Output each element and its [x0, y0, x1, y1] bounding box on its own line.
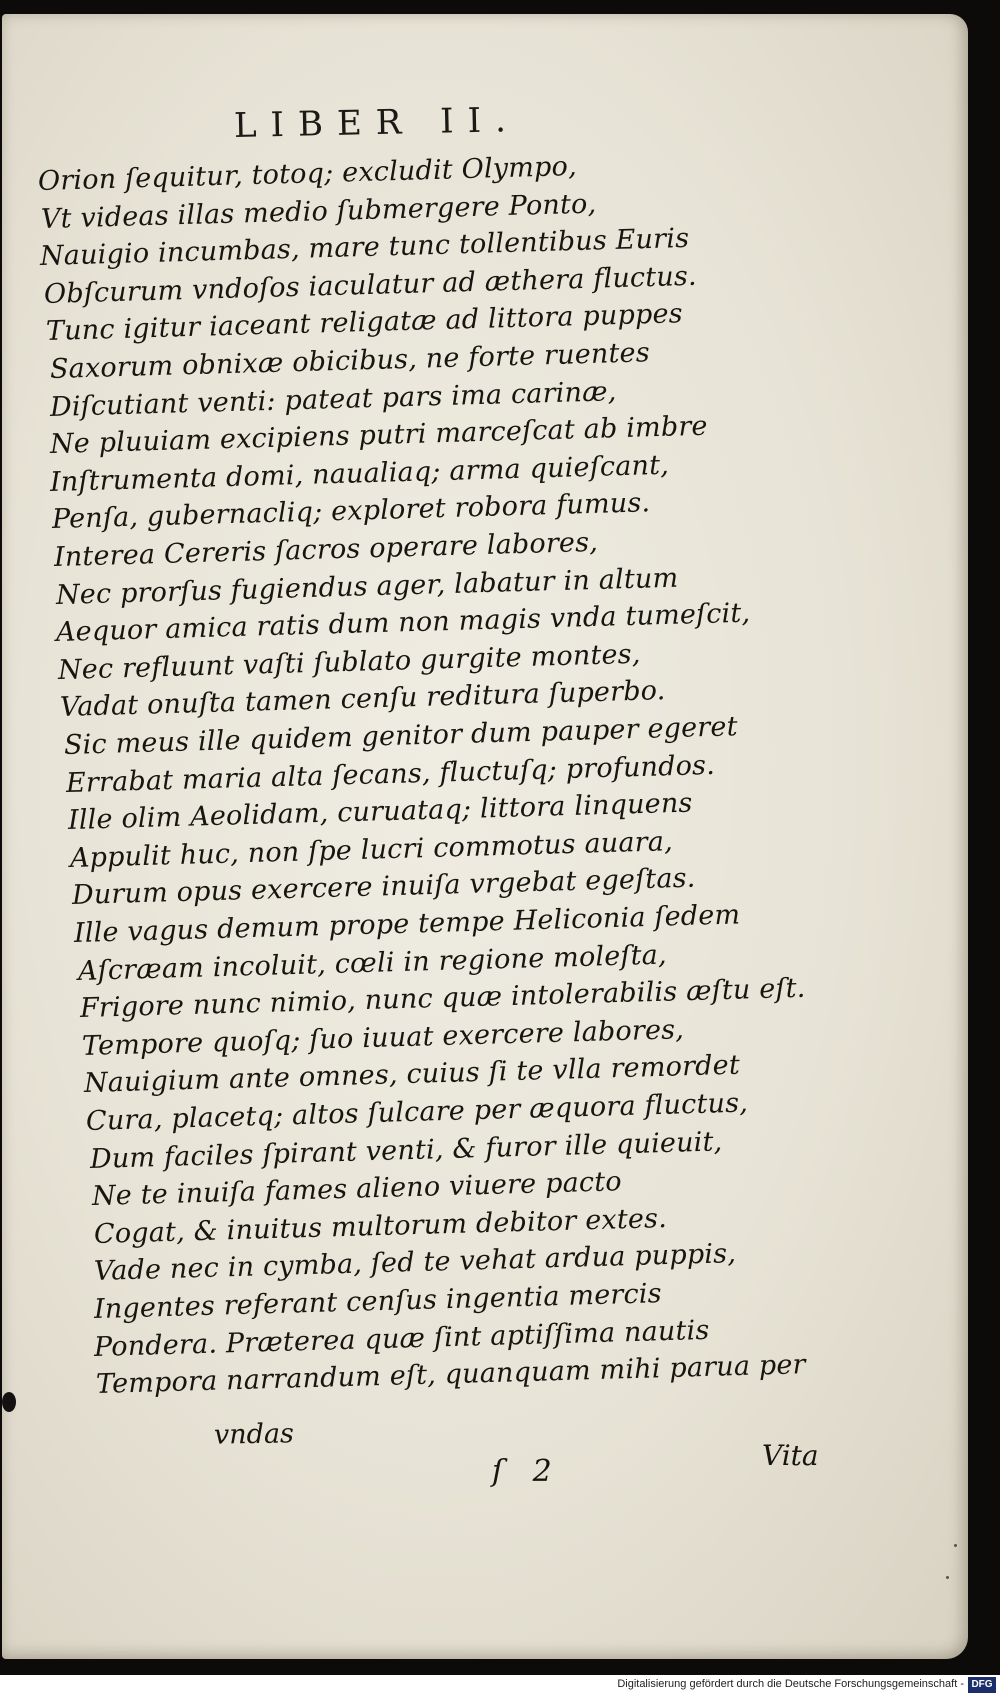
paper-speck: [946, 1576, 949, 1579]
verse-line: Pondera. Præterea quæ ſint aptiſſima nautis: [93, 1314, 710, 1363]
verse-line: Durum opus exercere inuiſa vrgebat egeſtas.: [71, 862, 696, 912]
verse-line: Ingentes referant cenſus ingentia mercis: [93, 1278, 663, 1325]
verse-line: Vadat onuſta tamen cenſu reditura ſuperbo.: [59, 675, 666, 724]
verse-line: Nauigio incumbas, mare tunc tollentibus Euris: [39, 223, 690, 273]
verse-line: Saxorum obnixæ obicibus, ne forte ruentes: [49, 337, 651, 385]
verse-line: Interea Cereris ſacros operare labores,: [53, 526, 599, 573]
verse-line: Ille vagus demum prope tempe Heliconia ſedem: [73, 899, 741, 949]
verse-line: Vade nec in cymba, ſed te vehat ardua puppis,: [93, 1238, 737, 1288]
paper-speck: [954, 1544, 957, 1547]
verse-line: Cogat, & inuitus multorum debitor extes.: [93, 1202, 668, 1250]
verse-line: Sic meus ille quidem genitor dum pauper egeret: [63, 711, 739, 761]
verse-line: Tempora narrandum eſt, quanquam mihi parua per: [95, 1349, 807, 1401]
verse-line: Aequor amica ratis dum non magis vnda tumeſcit,: [55, 597, 751, 649]
verse-line: Orion ſequitur, totoq; excludit Olympo,: [37, 150, 578, 197]
book-page: [2, 14, 968, 1659]
verse-line: Dum faciles ſpirant venti, & furor ille quieuit,: [89, 1125, 723, 1175]
running-head: LIBER II.: [233, 100, 521, 146]
verse-line: Diſcutiant venti: pateat pars ima carinæ,: [49, 375, 617, 423]
verse-line: Frigore nunc nimio, nunc quæ intolerabilis æſtu eſt.: [79, 972, 806, 1025]
verse-line: Nauigium ante omnes, cuius ſi te vlla remordet: [83, 1050, 741, 1100]
digitization-footer: [0, 1675, 1000, 1697]
verse-line: Aſcræam incoluit, cœli in regione moleſta,: [77, 939, 668, 987]
verse-line: Ille olim Aeolidam, curuataq; littora linquens: [67, 787, 693, 837]
verse-line: Nec prorſus fugiendus ager, labatur in altum: [55, 562, 679, 611]
verse-line: Ne pluuiam excipiens putri marceſcat ab imbre: [49, 410, 709, 461]
verse-line: Obſcurum vndoſos iaculatur ad æthera fluctus.: [43, 260, 698, 310]
verse-line: Vt videas illas medio ſubmergere Ponto,: [40, 188, 597, 235]
verse-line: Nec refluunt vaſti ſublato gurgite montes,: [57, 638, 641, 686]
verse-line: Cura, placetq; altos ſulcare per æquora fluctus,: [85, 1087, 749, 1137]
turnover-word: vndas: [213, 1418, 295, 1451]
funding-credit: Digitalisierung gefördert durch die Deutsche Forschungsgemeinschaft -: [617, 1678, 964, 1690]
signature-mark: ſ 2: [492, 1454, 562, 1489]
binding-hole: [2, 1392, 16, 1412]
verse-line: Tunc igitur iaceant religatæ ad littora puppes: [45, 298, 684, 348]
verse-line: Ne te inuiſa fames alieno viuere pacto: [91, 1166, 623, 1213]
catchword: Vita: [762, 1439, 819, 1472]
dfg-logo: DFG: [968, 1677, 996, 1693]
verse-line: Appulit huc, non ſpe lucri commotus auara,: [69, 825, 674, 874]
verse-line: Tempore quoſq; ſuo iuuat exercere labores,: [81, 1013, 685, 1062]
verse-line: Errabat maria alta ſecans, fluctuſq; profundos.: [65, 749, 716, 799]
verse-line: Penſa, gubernacliq; exploret robora fumus.: [51, 487, 651, 536]
verse-line: Inſtrumenta domi, naualiaq; arma quieſcant,: [49, 449, 670, 498]
